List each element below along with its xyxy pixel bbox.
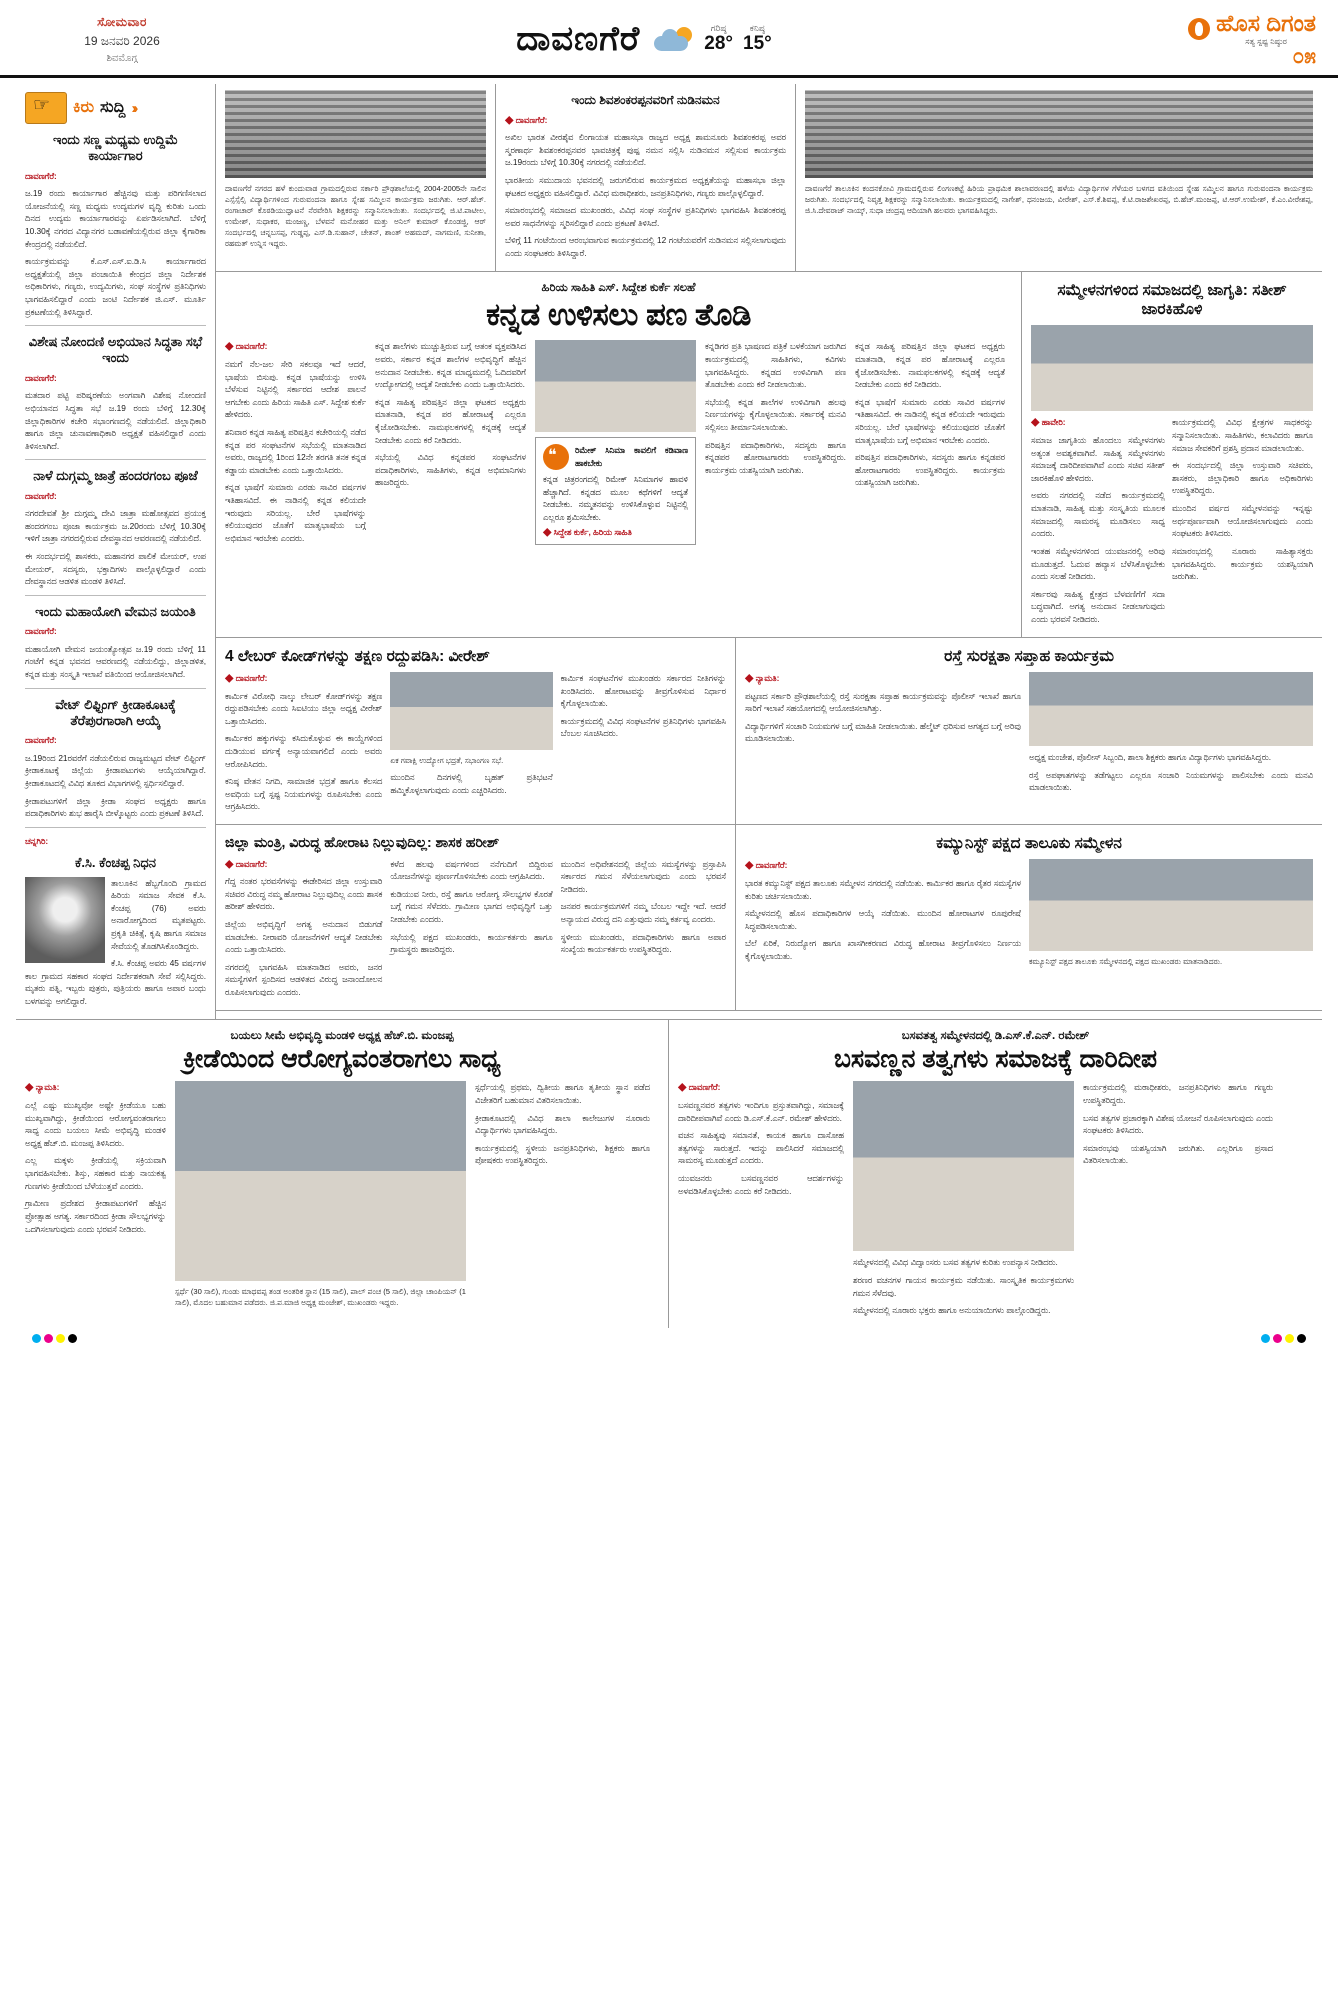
harish-col-3 xyxy=(561,858,726,1004)
lead-band xyxy=(216,272,1322,638)
right-story-body-2b: ಈ ಸಂದರ್ಭದಲ್ಲಿ ಜಿಲ್ಲಾ ಉಸ್ತುವಾರಿ ಸಚಿವರು, ಶಾಸಕರು, ಜಿಲ್ಲಾಧಿಕಾರಿ ಹಾಗೂ ಅಧಿಕಾರಿಗಳು ಉಪಸ್ಥಿತರಿದ್ದರು. xyxy=(1172,460,1313,496)
road-safety-col-1: ◆ ನ್ಯಾಮತಿ: ಪಟ್ಟಣದ ಸರ್ಕಾರಿ ಪ್ರೌಢಶಾಲೆಯಲ್ಲಿ ರಸ್ತೆ ಸುರಕ್ಷತಾ ಸಪ್ತಾಹ ಕಾರ್ಯಕ್ರಮವನ್ನು ಪೊಲೀಸ್ ಇಲಾಖೆ ಹಾಗೂ ಸಾರಿಗೆ ಇಲಾಖೆ ಸಹಯೋಗದಲ್ಲಿ ಆಯೋಜಿಸಲಾಗಿತ್ತು. ವಿದ್ಯಾರ್ಥಿಗಳಿಗೆ ಸಂಚಾರಿ ನಿಯಮಗಳ ಬಗ್ಗೆ ಮಾಹಿತಿ ನೀಡಲಾಯಿತು. ಹೆಲ್ಮೆಟ್ ಧರಿಸುವ ಅಗತ್ಯದ ಬಗ್ಗೆ ಅರಿವು ಮೂಡಿಸಲಾಯಿತು. xyxy=(745,672,1021,744)
lead-body-1c: ಕನ್ನಡ ಭಾಷೆಗೆ ಸುಮಾರು ಎರಡು ಸಾವಿರ ವರ್ಷಗಳ ಇತಿಹಾಸವಿದೆ. ಈ ನಾಡಿನಲ್ಲಿ ಕನ್ನಡ ಕಲಿಯದೇ ಇರುವುದು ಸರಿಯಲ್ಲ. ಬೇರೆ ಭಾಷೆಗಳನ್ನು ಕಲಿಯುವುದರ ಜೊತೆಗೆ ಮಾತೃಭಾಷೆಯ ಬಗ್ಗೆ ಅಭಿಮಾನ ಇರಬೇಕು ಎಂದರು. xyxy=(225,482,366,543)
harish-col-1: ◆ ದಾವಣಗೆರೆ: ಗೆದ್ದ ನಂತರ ಭರವಸೆಗಳನ್ನು ಈಡೇರಿಸದ ಜಿಲ್ಲಾ ಉಸ್ತುವಾರಿ ಸಚಿವರ ವಿರುದ್ಧ ನಮ್ಮ ಹೋರಾಟ ನಿಲ್ಲುವುದಿಲ್ಲ ಎಂದು ಶಾಸಕ ಹರೀಶ್ ಹೇಳಿದರು. ಜಿಲ್ಲೆಯ ಅಭಿವೃದ್ಧಿಗೆ ಅಗತ್ಯ ಅನುದಾನ ಬಿಡುಗಡೆ ಮಾಡಬೇಕು. ನೀರಾವರಿ ಯೋಜನೆಗಳಿಗೆ ಆದ್ಯತೆ ನೀಡಬೇಕು ಎಂದು ಒತ್ತಾಯಿಸಿದರು. ನಗರದಲ್ಲಿ ಭಾಗವಹಿಸಿ ಮಾತನಾಡಿದ ಅವರು, ಜನರ ಸಮಸ್ಯೆಗಳಿಗೆ ಸ್ಪಂದಿಸದ ಆಡಳಿತದ ವಿರುದ್ಧ ಜನಾಂದೋಲನ ರೂಪಿಸಲಾಗುವುದು ಎಂದರು. xyxy=(225,858,383,998)
bottom-left-dateline: ನ್ಯಾಮತಿ: xyxy=(35,1082,60,1093)
brand-tagline: ಸತ್ಯ ಸ್ಪಷ್ಟ ನಿಷ್ಠುರ xyxy=(1245,37,1287,46)
sun-cloud-icon xyxy=(654,27,694,53)
weather-max xyxy=(704,24,733,55)
labor-dateline: ದಾವಣಗೆರೆ: xyxy=(235,672,268,683)
bottom-right-photo-col xyxy=(853,1081,1083,1321)
brief-title: ವೇಟ್ ಲಿಫ್ಟಿಂಗ್ ಕ್ರೀಡಾಕೂಟಕ್ಕೆ ತೆರೆಪುರಗಾರಾಗಿ ಆಯ್ಕೆ xyxy=(55,696,176,728)
weather-min xyxy=(743,24,772,55)
bottom-left-col-2 xyxy=(475,1081,650,1313)
bottom-right-body-2c: ಸಮ್ಮೇಳನದಲ್ಲಿ ನೂರಾರು ಭಕ್ತರು ಹಾಗೂ ಅನುಯಾಯಿಗಳು ಪಾಲ್ಗೊಂಡಿದ್ದರು. xyxy=(853,1305,1051,1316)
communist-body-1b: ಸಮ್ಮೇಳನದಲ್ಲಿ ಹೊಸ ಪದಾಧಿಕಾರಿಗಳ ಆಯ್ಕೆ ನಡೆಯಿತು. ಮುಂದಿನ ಹೋರಾಟಗಳ ರೂಪುರೇಷೆ ಸಿದ್ಧಪಡಿಸಲಾಯಿತು. xyxy=(745,908,1021,931)
brief-body-2: ಕ್ರೀಡಾಪಟುಗಳಿಗೆ ಜಿಲ್ಲಾ ಕ್ರೀಡಾ ಸಂಘದ ಅಧ್ಯಕ್ಷರು ಹಾಗೂ ಪದಾಧಿಕಾರಿಗಳು ಶುಭ ಹಾರೈಸಿ ಬೀಳ್ಕೊಟ್ಟರು ಎಂದು ಪ್ರಕಟಣೆ ತಿಳಿಸಿದೆ. xyxy=(25,795,206,819)
brief-body: ಜ.19 ರಂದು ಕಾರ್ಯಾಗಾರ ಹೆಚ್ಚಿನವು ಮತ್ತು ಪರಿಗಣಿಸಲಾದ ಯೋಜನೆಯಲ್ಲಿ ಸಣ್ಣ ಮಧ್ಯಮ ಉದ್ಯಮಗಳ ವೃದ್ಧಿ ಕುರಿತು ಒಂದು ದಿನದ ಉದ್ಯಮ ಕಾರ್ಯಾಗಾರವನ್ನು ಏರ್ಪಡಿಸಲಾಗಿದೆ. ಬೆಳಿಗ್ಗೆ 10.30ಕ್ಕೆ ನಗರದ ವಿದ್ಯಾನಗರ ಬಡಾವಣೆಯಲ್ಲಿರುವ ಜಿಲ್ಲಾ ಕೈಗಾರಿಕಾ ಕೇಂದ್ರದಲ್ಲಿ ನಡೆಯಲಿದೆ. xyxy=(25,188,206,249)
masthead-brand xyxy=(1066,10,1316,69)
lead-kicker: ಹಿರಿಯ ಸಾಹಿತಿ ಎಸ್. ಸಿದ್ದೇಶ ಕುರ್ಕೆ ಸಲಹೆ xyxy=(541,281,696,294)
lead-dateline: ದಾವಣಗೆರೆ: xyxy=(235,341,268,352)
bottom-band xyxy=(16,1020,1322,1328)
masthead-day: ಸೋಮವಾರ xyxy=(97,15,147,29)
brief-body-2: ಕಾರ್ಯಕ್ರಮವನ್ನು ಕೆ.ಎಸ್.ಎಸ್.ಐ.ಡಿ.ಸಿ ಕಾರ್ಯಾಗಾರದ ಅಧ್ಯಕ್ಷತೆಯಲ್ಲಿ ಜಿಲ್ಲಾ ಪಂಚಾಯಿತಿ ಕೇಂದ್ರದ ಜಿಲ್ಲಾ ನಿರ್ದೇಶಕ ಅಧಿಕಾರಿಗಳು, ಗಣ್ಯರು, ಉದ್ಯಮಿಗಳು, ಸಂಘ ಸಂಸ್ಥೆಗಳ ಪ್ರತಿನಿಧಿಗಳು ಭಾಗವಹಿಸಲಿದ್ದಾರೆ ಎಂದು ಜಂಟಿ ನಿರ್ದೇಶಕ ಜಿ.ಎಸ್. ಮೂರ್ತಿ ಪ್ರಕಟಣೆಯಲ್ಲಿ ತಿಳಿಸಿದ್ದಾರೆ. xyxy=(25,256,206,317)
bottom-right-body-3c: ಸಮಾರಂಭವು ಯಶಸ್ವಿಯಾಗಿ ಜರುಗಿತು. ಎಲ್ಲರಿಗೂ ಪ್ರಸಾದ ವಿತರಿಸಲಾಯಿತು. xyxy=(1083,1142,1273,1166)
story-dateline: ದಾವಣಗೆರೆ: xyxy=(515,114,548,125)
harish-body-1: ಗೆದ್ದ ನಂತರ ಭರವಸೆಗಳನ್ನು ಈಡೇರಿಸದ ಜಿಲ್ಲಾ ಉಸ್ತುವಾರಿ ಸಚಿವರ ವಿರುದ್ಧ ನಮ್ಮ ಹೋರಾಟ ನಿಲ್ಲುವುದಿಲ್ಲ ಎಂದು ಶಾಸಕ ಹರೀಶ್ ಹೇಳಿದರು. xyxy=(225,876,383,912)
award-ceremony-photo xyxy=(1031,325,1313,411)
harish-body-3: ಮುಂದಿನ ಅಧಿವೇಶನದಲ್ಲಿ ಜಿಲ್ಲೆಯ ಸಮಸ್ಯೆಗಳನ್ನು ಪ್ರಸ್ತಾಪಿಸಿ ಸರ್ಕಾರದ ಗಮನ ಸೆಳೆಯಲಾಗುವುದು ಎಂದು ಭರವಸೆ ನೀಡಿದರು. xyxy=(560,858,726,894)
masthead-center xyxy=(222,20,1066,59)
badge-label-a: ಕಿರು xyxy=(73,99,95,116)
brief-body: ನಗರದೇವತೆ ಶ್ರೀ ದುಗ್ಗಮ್ಮ ದೇವಿ ಜಾತ್ರಾ ಮಹೋತ್ಸವದ ಪ್ರಯುಕ್ತ ಹಂದರಗಂಬ ಪೂಜಾ ಕಾರ್ಯಕ್ರಮ ಜ.20ರಂದು ಬೆಳಿಗ್ಗೆ 10.30ಕ್ಕೆ ಇಳಿಗೆ ಜಾತ್ರಾ ನಗರದಲ್ಲಿರುವ ದೇವಸ್ಥಾನದ ಆವರಣದಲ್ಲಿ ನಡೆಯಲಿದೆ. xyxy=(25,508,206,544)
flame-logo-icon xyxy=(1188,18,1210,40)
bottom-left-kicker: ಬಯಲು ಸೀಮೆ ಅಭಿವೃದ್ಧಿ ಮಂಡಳಿ ಅಧ್ಯಕ್ಷ ಹೆಚ್.ಬಿ. ಮಂಜಪ್ಪ xyxy=(230,1029,454,1042)
communist-body-1c: ಬೆಲೆ ಏರಿಕೆ, ನಿರುದ್ಯೋಗ ಹಾಗೂ ಖಾಸಗೀಕರಣದ ವಿರುದ್ಧ ಹೋರಾಟ ತೀವ್ರಗೊಳಿಸಲು ನಿರ್ಣಯ ಕೈಗೊಳ್ಳಲಾಯಿತು. xyxy=(745,938,1021,962)
lead-body-3b: ಸಭೆಯಲ್ಲಿ ಕನ್ನಡ ಶಾಲೆಗಳ ಉಳಿವಿಗಾಗಿ ಹಲವು ನಿರ್ಣಯಗಳನ್ನು ಕೈಗೊಳ್ಳಲಾಯಿತು. ಸರ್ಕಾರಕ್ಕೆ ಮನವಿ ಸಲ್ಲಿಸಲು ತೀರ್ಮಾನಿಸಲಾಯಿತು. xyxy=(705,396,846,432)
school-group-photo xyxy=(225,90,486,178)
divider xyxy=(25,827,206,828)
lead-col-1: ◆ ದಾವಣಗೆರೆ: ನಮಗೆ ನೆಲ-ಜಲ ಸೇರಿ ಸಕಲವೂ ಇದೆ ಆದರೆ, ಭಾಷೆಯ ಬಿಸುಪು. ಕನ್ನಡ ಭಾಷೆಯನ್ನು ಉಳಿಸಿ ಬೆಳೆಸುವ ನಿಟ್ಟಿನಲ್ಲಿ ಸರ್ಕಾರದ ಆದೇಶ ಪಾಲನೆ ಆಗಬೇಕು ಎಂದು ಹಿರಿಯ ಸಾಹಿತಿ ಎಸ್. ಸಿದ್ದೇಶ ಕುರ್ಕೆ ಹೇಳಿದರು. ಶನಿವಾರ ಕನ್ನಡ ಸಾಹಿತ್ಯ ಪರಿಷತ್ತಿನ ಕಚೇರಿಯಲ್ಲಿ ನಡೆದ ಕನ್ನಡ ಪರ ಸಂಘಟನೆಗಳ ಸಭೆಯಲ್ಲಿ ಮಾತನಾಡಿದ ಅವರು, ರಾಜ್ಯದಲ್ಲಿ 1ರಿಂದ 12ನೇ ತರಗತಿ ತನಕ ಕನ್ನಡ ಕಡ್ಡಾಯ ಮಾಡಬೇಕು ಎಂದು ಒತ್ತಾಯಿಸಿದರು. ಕನ್ನಡ ಭಾಷೆಗೆ ಸುಮಾರು ಎರಡು ಸಾವಿರ ವರ್ಷಗಳ ಇತಿಹಾಸವಿದೆ. ಈ ನಾಡಿನಲ್ಲಿ ಕನ್ನಡ ಕಲಿಯದೇ ಇರುವುದು ಸರಿಯಲ್ಲ. ಬೇರೆ ಭಾಷೆಗಳನ್ನು ಕಲಿಯುವುದರ ಜೊತೆಗೆ ಮಾತೃಭಾಷೆಯ ಬಗ್ಗೆ ಅಭಿಮಾನ ಇರಬೇಕು ಎಂದರು. xyxy=(225,341,366,543)
right-story-body-2c: ಮುಂದಿನ ವರ್ಷದ ಸಮ್ಮೇಳನವನ್ನು ಇನ್ನಷ್ಟು ಅರ್ಥಪೂರ್ಣವಾಗಿ ಆಯೋಜಿಸಲಾಗುವುದು ಎಂದು ಸಂಘಟಕರು ತಿಳಿಸಿದರು. xyxy=(1172,503,1313,539)
harish-body-3b: ಜನಪರ ಕಾರ್ಯಕ್ರಮಗಳಿಗೆ ನಮ್ಮ ಬೆಂಬಲ ಇದ್ದೇ ಇದೆ. ಆದರೆ ಅನ್ಯಾಯದ ವಿರುದ್ಧ ದನಿ ಎತ್ತುವುದು ನಮ್ಮ ಕರ್ತವ್ಯ ಎಂದರು. xyxy=(560,901,726,924)
bottom-left-body-1b: ಎಲ್ಲ ಮಕ್ಕಳು ಕ್ರೀಡೆಯಲ್ಲಿ ಸಕ್ರಿಯವಾಗಿ ಭಾಗವಹಿಸಬೇಕು. ಶಿಸ್ತು, ಸಹಕಾರ ಮತ್ತು ನಾಯಕತ್ವ ಗುಣಗಳು ಕ್ರೀಡೆಯಿಂದ ಬೆಳೆಯುತ್ತವೆ ಎಂದರು. xyxy=(25,1155,166,1191)
lead-body-4: ಕನ್ನಡ ಸಾಹಿತ್ಯ ಪರಿಷತ್ತಿನ ಜಿಲ್ಲಾ ಘಟಕದ ಅಧ್ಯಕ್ಷರು ಮಾತನಾಡಿ, ಕನ್ನಡ ಪರ ಹೋರಾಟಕ್ಕೆ ಎಲ್ಲರೂ ಕೈಜೋಡಿಸಬೇಕು. ನಾಮಫಲಕಗಳಲ್ಲಿ ಕನ್ನಡಕ್ಕೆ ಆದ್ಯತೆ ನೀಡಬೇಕು ಎಂದು ಕರೆ ನೀಡಿದರು. xyxy=(855,341,1005,390)
brief-dateline: ದಾವಣಗೆರೆ: xyxy=(25,372,57,383)
labor-headline: 4 ಲೇಬರ್ ಕೋಡ್‌ಗಳನ್ನು ತಕ್ಷಣ ರದ್ದುಪಡಿಸಿ: ವೀರೇಶ್ xyxy=(225,647,490,665)
bottom-right-story xyxy=(669,1020,1322,1328)
brief-body: ಮಹಾಯೋಗಿ ವೇಮನ ಜಯಂತ್ಯೋತ್ಸವ ಜ.19 ರಂದು ಬೆಳಿಗ್ಗೆ 11 ಗಂಟೆಗೆ ಕನ್ನಡ ಭವನದ ಆವರಣದಲ್ಲಿ ನಡೆಯಲಿದ್ದು, ಜಿಲ್ಲಾಡಳಿತ, ಕನ್ನಡ ಮತ್ತು ಸಂಸ್ಕೃತಿ ಇಲಾಖೆ ವತಿಯಿಂದ ಆಯೋಜಿಸಲಾಗಿದೆ. xyxy=(25,643,206,679)
story-body: ಅಖಿಲ ಭಾರತ ವೀರಶೈವ ಲಿಂಗಾಯತ ಮಹಾಸಭಾ ರಾಜ್ಯದ ಅಧ್ಯಕ್ಷ ಶಾಮನೂರು ಶಿವಶಂಕರಪ್ಪ ಅವರ ಸ್ಮರಣಾರ್ಥ ಶಿವಶಂಕರಪ್ಪನವರ ಭಾವಚಿತ್ರಕ್ಕೆ ಪುಷ್ಪ ನಮನ ಸಲ್ಲಿಸಿ ನುಡಿನಮನ ಸಲ್ಲಿಸುವ ಕಾರ್ಯಕ್ರಮ ಜ.19ರಂದು ಬೆಳಿಗ್ಗೆ 10.30ಕ್ಕೆ ನಗರದಲ್ಲಿ ನಡೆಯಲಿದೆ. xyxy=(505,132,786,168)
communist-col-1: ◆ ದಾವಣಗೆರೆ: ಭಾರತ ಕಮ್ಯುನಿಸ್ಟ್ ಪಕ್ಷದ ತಾಲೂಕು ಸಮ್ಮೇಳನ ನಗರದಲ್ಲಿ ನಡೆಯಿತು. ಕಾರ್ಮಿಕರ ಹಾಗೂ ರೈತರ ಸಮಸ್ಯೆಗಳ ಕುರಿತು ಚರ್ಚಿಸಲಾಯಿತು. ಸಮ್ಮೇಳನದಲ್ಲಿ ಹೊಸ ಪದಾಧಿಕಾರಿಗಳ ಆಯ್ಕೆ ನಡೆಯಿತು. ಮುಂದಿನ ಹೋರಾಟಗಳ ರೂಪುರೇಷೆ ಸಿದ್ಧಪಡಿಸಲಾಯಿತು. ಬೆಲೆ ಏರಿಕೆ, ನಿರುದ್ಯೋಗ ಹಾಗೂ ಖಾಸಗೀಕರಣದ ವಿರುದ್ಧ ಹೋರಾಟ ತೀವ್ರಗೊಳಿಸಲು ನಿರ್ಣಯ ಕೈಗೊಳ್ಳಲಾಯಿತು. xyxy=(745,860,1021,962)
brief-dateline: ದಾವಣಗೆರೆ: xyxy=(25,170,57,181)
harish-body-1c: ನಗರದಲ್ಲಿ ಭಾಗವಹಿಸಿ ಮಾತನಾಡಿದ ಅವರು, ಜನರ ಸಮಸ್ಯೆಗಳಿಗೆ ಸ್ಪಂದಿಸದ ಆಡಳಿತದ ವಿರುದ್ಧ ಜನಾಂದೋಲನ ರೂಪಿಸಲಾಗುವುದು ಎಂದರು. xyxy=(225,961,383,998)
lead-body-3: ಕನ್ನಡಿಗರ ಪ್ರತಿ ಭಾಷಣದ ಪತ್ರಿಕೆ ಬಳಕೆಯಾಗ ಜರುಗಿದ ಕಾರ್ಯಕ್ರಮದಲ್ಲಿ ಸಾಹಿತಿಗಳು, ಕವಿಗಳು ಭಾಗವಹಿಸಿದ್ದರು. ಕನ್ನಡದ ಉಳಿವಿಗಾಗಿ ಪಣ ತೊಡಬೇಕು ಎಂದು ಕರೆ ನೀಡಲಾಯಿತು. xyxy=(705,341,846,390)
obituary-portrait xyxy=(25,877,105,963)
top-photo-story-3 xyxy=(796,84,1322,271)
bottom-left-headline: ಕ್ರೀಡೆಯಿಂದ ಆರೋಗ್ಯವಂತರಾಗಲು ಸಾಧ್ಯ xyxy=(183,1044,501,1073)
right-story-body-1d: ಸರ್ಕಾರವು ಸಾಹಿತ್ಯ ಕ್ಷೇತ್ರದ ಬೆಳವಣಿಗೆಗೆ ಸದಾ ಬದ್ಧವಾಗಿದೆ. ಅಗತ್ಯ ಅನುದಾನ ನೀಡಲಾಗುವುದು ಎಂದು ಭರವಸೆ ನೀಡಿದರು. xyxy=(1031,588,1165,624)
harish-body-3c: ಸ್ಥಳೀಯ ಮುಖಂಡರು, ಪದಾಧಿಕಾರಿಗಳು ಹಾಗೂ ಅಪಾರ ಸಂಖ್ಯೆಯ ಕಾರ್ಯಕರ್ತರು ಉಪಸ್ಥಿತರಿದ್ದರು. xyxy=(560,931,726,955)
quote-body: ಕನ್ನಡ ಚಿತ್ರರಂಗದಲ್ಲಿ ರಿಮೇಕ್ ಸಿನಿಮಾಗಳ ಹಾವಳಿ ಹೆಚ್ಚಾಗಿದೆ. ಕನ್ನಡದ ಮೂಲ ಕಥೆಗಳಿಗೆ ಆದ್ಯತೆ ನೀಡಬೇಕು. ನಮ್ಮತನವನ್ನು ಉಳಿಸಿಕೊಳ್ಳುವ ನಿಟ್ಟಿನಲ್ಲಿ ಎಲ್ಲರೂ ಶ್ರಮಿಸಬೇಕು. xyxy=(543,474,688,522)
weather-min-value: 15° xyxy=(743,33,772,54)
road-safety-photo xyxy=(1029,672,1313,746)
labor-col-photo xyxy=(390,672,560,818)
harish-body-2: ಕಳೆದ ಹಲವು ವರ್ಷಗಳಿಂದ ನನೆಗುದಿಗೆ ಬಿದ್ದಿರುವ ಯೋಜನೆಗಳನ್ನು ಪೂರ್ಣಗೊಳಿಸಬೇಕು ಎಂದು ಆಗ್ರಹಿಸಿದರು. xyxy=(390,858,553,882)
right-story-body-1c: ಇಂತಹ ಸಮ್ಮೇಳನಗಳಿಂದ ಯುವಜನರಲ್ಲಿ ಅರಿವು ಮೂಡುತ್ತದೆ. ಓದುವ ಹವ್ಯಾಸ ಬೆಳೆಸಿಕೊಳ್ಳಬೇಕು ಎಂದು ಸಲಹೆ ನೀಡಿದರು. xyxy=(1031,545,1165,582)
story-body-4: ಬೆಳಿಗ್ಗೆ 11 ಗಂಟೆಯಿಂದ ಆರಂಭವಾಗುವ ಕಾರ್ಯಕ್ರಮದಲ್ಲಿ 12 ಗಂಟೆಯವರೆಗೆ ನುಡಿನಮನ ಸಲ್ಲಿಸಲಾಗುವುದು ಎಂದು ಸಂಘಟಕರು ತಿಳಿಸಿದ್ದಾರೆ. xyxy=(505,235,786,259)
weather-widget xyxy=(654,24,771,55)
quote-author: ಸಿದ್ದೇಶ ಕುರ್ಕೆ, ಹಿರಿಯ ಸಾಹಿತಿ xyxy=(553,526,632,537)
brief-title: ನಾಳೆ ದುಗ್ಗಮ್ಮ ಜಾತ್ರೆ ಹಂದರಗಂಬ ಪೂಜೆ xyxy=(33,468,198,484)
communist-meet-photo xyxy=(1029,859,1313,951)
brief-item xyxy=(25,604,206,681)
lead-body-2: ಕನ್ನಡ ಶಾಲೆಗಳು ಮುಚ್ಚುತ್ತಿರುವ ಬಗ್ಗೆ ಆತಂಕ ವ್ಯಕ್ತಪಡಿಸಿದ ಅವರು, ಸರ್ಕಾರ ಕನ್ನಡ ಶಾಲೆಗಳ ಅಭಿವೃದ್ಧಿಗೆ ಹೆಚ್ಚಿನ ಅನುದಾನ ನೀಡಬೇಕು. ಕನ್ನಡ ಮಾಧ್ಯಮದಲ್ಲಿ ಓದಿದವರಿಗೆ ಉದ್ಯೋಗದಲ್ಲಿ ಆದ್ಯತೆ ನೀಡಬೇಕು ಎಂದು ಒತ್ತಾಯಿಸಿದರು. xyxy=(375,341,526,390)
labor-col-2 xyxy=(561,672,726,818)
pointing-hand-icon xyxy=(25,92,67,124)
divider xyxy=(25,459,206,460)
briefs-column xyxy=(16,84,216,1019)
bottom-right-body-1b: ವಚನ ಸಾಹಿತ್ಯವು ಸಮಾನತೆ, ಕಾಯಕ ಹಾಗೂ ದಾಸೋಹ ತತ್ವಗಳನ್ನು ಸಾರುತ್ತದೆ. ಇದನ್ನು ಪಾಲಿಸಿದರೆ ಸಮಾಜದಲ್ಲಿ ಸಾಮರಸ್ಯ ಮೂಡುತ್ತದೆ ಎಂದರು. xyxy=(678,1130,844,1166)
right-story-headline: ಸಮ್ಮೇಳನಗಳಿಂದ ಸಮಾಜದಲ್ಲಿ ಜಾಗೃತಿ: ಸತೀಶ್ ಜಾರಕಿಹೊಳಿ xyxy=(1057,281,1287,319)
right-story-col-2 xyxy=(1172,416,1313,630)
bottom-right-body-3: ಕಾರ್ಯಕ್ರಮದಲ್ಲಿ ಮಠಾಧೀಶರು, ಜನಪ್ರತಿನಿಧಿಗಳು ಹಾಗೂ ಗಣ್ಯರು ಉಪಸ್ಥಿತರಿದ್ದರು. xyxy=(1083,1082,1273,1106)
brief-dateline: ದಾವಣಗೆರೆ: xyxy=(25,626,57,637)
lead-body-1b: ಶನಿವಾರ ಕನ್ನಡ ಸಾಹಿತ್ಯ ಪರಿಷತ್ತಿನ ಕಚೇರಿಯಲ್ಲಿ ನಡೆದ ಕನ್ನಡ ಪರ ಸಂಘಟನೆಗಳ ಸಭೆಯಲ್ಲಿ ಮಾತನಾಡಿದ ಅವರು, ರಾಜ್ಯದಲ್ಲಿ 1ರಿಂದ 12ನೇ ತರಗತಿ ತನಕ ಕನ್ನಡ ಕಡ್ಡಾಯ ಮಾಡಬೇಕು ಎಂದು ಒತ್ತಾಯಿಸಿದರು. xyxy=(225,426,366,475)
road-safety-dateline: ನ್ಯಾಮತಿ: xyxy=(755,672,780,683)
harish-body-1b: ಜಿಲ್ಲೆಯ ಅಭಿವೃದ್ಧಿಗೆ ಅಗತ್ಯ ಅನುದಾನ ಬಿಡುಗಡೆ ಮಾಡಬೇಕು. ನೀರಾವರಿ ಯೋಜನೆಗಳಿಗೆ ಆದ್ಯತೆ ನೀಡಬೇಕು ಎಂದು ಒತ್ತಾಯಿಸಿದರು. xyxy=(225,918,383,955)
lead-col-4 xyxy=(705,340,855,550)
top-right-region xyxy=(216,84,1322,1019)
communist-dateline: ದಾವಣಗೆರೆ: xyxy=(755,860,788,871)
kirusuddi-badge xyxy=(25,92,206,124)
obituary-dateline: ಚನ್ನಗಿರಿ: xyxy=(25,835,49,846)
right-story xyxy=(1022,272,1322,637)
weather-min-label: ಕನಿಷ್ಠ xyxy=(749,23,765,34)
top-story-2: ಇಂದು ಶಿವಶಂಕರಪ್ಪನವರಿಗೆ ನುಡಿನಮನ ◆ ದಾವಣಗೆರೆ: ಅಖಿಲ ಭಾರತ ವೀರಶೈವ ಲಿಂಗಾಯತ ಮಹಾಸಭಾ ರಾಜ್ಯದ ಅಧ್ಯಕ್ಷ ಶಾಮನೂರು ಶಿವಶಂಕರಪ್ಪ ಅವರ ಸ್ಮರಣಾರ್ಥ ಶಿವಶಂಕರಪ್ಪನವರ ಭಾವಚಿತ್ರಕ್ಕೆ ಪುಷ್ಪ ನಮನ ಸಲ್ಲಿಸಿ ನುಡಿನಮನ ಸಲ್ಲಿಸುವ ಕಾರ್ಯಕ್ರಮ ಜ.19ರಂದು ಬೆಳಿಗ್ಗೆ 10.30ಕ್ಕೆ ನಗರದಲ್ಲಿ ನಡೆಯಲಿದೆ. ಭಾರತೀಯ ಸಮುದಾಯ ಭವನದಲ್ಲಿ ಜರುಗಲಿರುವ ಕಾರ್ಯಕ್ರಮದ ಅಧ್ಯಕ್ಷತೆಯನ್ನು ಮಹಾಸಭಾ ಜಿಲ್ಲಾ ಘಟಕದ ಅಧ್ಯಕ್ಷರು ವಹಿಸಲಿದ್ದಾರೆ. ವಿವಿಧ ಮಠಾಧೀಶರು, ಜನಪ್ರತಿನಿಧಿಗಳು, ಗಣ್ಯರು ಪಾಲ್ಗೊಳ್ಳಲಿದ್ದಾರೆ. ಸಮಾರಂಭದಲ್ಲಿ ಸಮಾಜದ ಮುಖಂಡರು, ವಿವಿಧ ಸಂಘ ಸಂಸ್ಥೆಗಳ ಪ್ರತಿನಿಧಿಗಳು ಭಾಗವಹಿಸಿ ಶಿವಶಂಕರಪ್ಪ ಅವರ ಸಾಧನೆಗಳನ್ನು ಸ್ಮರಿಸಲಿದ್ದಾರೆ ಎಂದು ಪ್ರಕಟಣೆ ತಿಳಿಸಿದೆ. ಬೆಳಿಗ್ಗೆ 11 ಗಂಟೆಯಿಂದ ಆರಂಭವಾಗುವ ಕಾರ್ಯಕ್ರಮದಲ್ಲಿ 12 ಗಂಟೆಯವರೆಗೆ ನುಡಿನಮನ ಸಲ್ಲಿಸಲಾಗುವುದು ಎಂದು ಸಂಘಟಕರು ತಿಳಿಸಿದ್ದಾರೆ. xyxy=(496,84,796,271)
mid-story-harish xyxy=(216,825,736,1010)
bottom-left-body-2c: ಕಾರ್ಯಕ್ರಮದಲ್ಲಿ ಸ್ಥಳೀಯ ಜನಪ್ರತಿನಿಧಿಗಳು, ಶಿಕ್ಷಕರು ಹಾಗೂ ಪೋಷಕರು ಉಪಸ್ಥಿತರಿದ್ದರು. xyxy=(475,1142,650,1166)
labor-body-2c: ಮುಂದಿನ ದಿನಗಳಲ್ಲಿ ಬೃಹತ್ ಪ್ರತಿಭಟನೆ ಹಮ್ಮಿಕೊಳ್ಳಲಾಗುವುದು ಎಂದು ಎಚ್ಚರಿಸಿದರು. xyxy=(390,771,553,795)
pull-quote xyxy=(535,437,696,545)
registration-marks xyxy=(16,1328,1322,1353)
labor-body-1b: ಕಾರ್ಮಿಕರ ಹಕ್ಕುಗಳನ್ನು ಕಸಿದುಕೊಳ್ಳುವ ಈ ಕಾಯ್ದೆಗಳಿಂದ ದುಡಿಯುವ ವರ್ಗಕ್ಕೆ ಅನ್ಯಾಯವಾಗಲಿದೆ ಎಂದು ಅವರು ಆರೋಪಿಸಿದರು. xyxy=(225,733,383,769)
lead-col-2 xyxy=(375,340,535,550)
harish-body-2b: ಕುಡಿಯುವ ನೀರು, ರಸ್ತೆ ಹಾಗೂ ಆರೋಗ್ಯ ಸೌಲಭ್ಯಗಳ ಕೊರತೆ ಬಗ್ಗೆ ಗಮನ ಸೆಳೆದರು. ಗ್ರಾಮೀಣ ಭಾಗದ ಅಭಿವೃದ್ಧಿಗೆ ಒತ್ತು ನೀಡಬೇಕು ಎಂದರು. xyxy=(390,888,553,924)
labor-col-1: ◆ ದಾವಣಗೆರೆ: ಕಾರ್ಮಿಕ ವಿರೋಧಿ ನಾಲ್ಕು ಲೇಬರ್ ಕೋಡ್‌ಗಳನ್ನು ತಕ್ಷಣ ರದ್ದುಪಡಿಸಬೇಕು ಎಂದು ಸಿಐಟಿಯು ಜಿಲ್ಲಾ ಅಧ್ಯಕ್ಷ ವೀರೇಶ್ ಒತ್ತಾಯಿಸಿದರು. ಕಾರ್ಮಿಕರ ಹಕ್ಕುಗಳನ್ನು ಕಸಿದುಕೊಳ್ಳುವ ಈ ಕಾಯ್ದೆಗಳಿಂದ ದುಡಿಯುವ ವರ್ಗಕ್ಕೆ ಅನ್ಯಾಯವಾಗಲಿದೆ ಎಂದು ಅವರು ಆರೋಪಿಸಿದರು. ಕನಿಷ್ಠ ವೇತನ ನಿಗದಿ, ಸಾಮಾಜಿಕ ಭದ್ರತೆ ಹಾಗೂ ಕೆಲಸದ ಅವಧಿಯ ಬಗ್ಗೆ ಸ್ಪಷ್ಟ ನಿಯಮಗಳನ್ನು ರೂಪಿಸಬೇಕು ಎಂದು ಆಗ್ರಹಿಸಿದರು. xyxy=(225,672,383,812)
road-safety-headline: ರಸ್ತೆ ಸುರಕ್ಷತಾ ಸಪ್ತಾಹ ಕಾರ್ಯಕ್ರಮ xyxy=(944,647,1114,665)
masthead-date-block xyxy=(22,13,222,66)
brief-body: ಮತದಾರ ಪಟ್ಟಿ ಪರಿಷ್ಕರಣೆಯ ಅಂಗವಾಗಿ ವಿಶೇಷ ನೋಂದಣಿ ಅಭಿಯಾನದ ಸಿದ್ಧತಾ ಸಭೆ ಜ.19 ರಂದು ಬೆಳಿಗ್ಗೆ 12.30ಕ್ಕೆ ಜಿಲ್ಲಾಧಿಕಾರಿಗಳ ಕಚೇರಿ ಸಭಾಂಗಣದಲ್ಲಿ ನಡೆಯಲಿದೆ. ಜಿಲ್ಲಾಧಿಕಾರಿ ಹಾಗೂ ಜಿಲ್ಲಾ ಚುನಾವಣಾಧಿಕಾರಿ ಅಧ್ಯಕ್ಷತೆ ವಹಿಸಲಿದ್ದಾರೆ ಎಂದು ತಿಳಿಸಲಾಗಿದೆ. xyxy=(25,390,206,451)
brief-item xyxy=(25,334,206,452)
press-meet-photo xyxy=(390,672,552,750)
brief-item xyxy=(25,697,206,820)
divider xyxy=(25,325,206,326)
mid-band-2 xyxy=(216,825,1322,1011)
bottom-right-col-3 xyxy=(1083,1081,1273,1321)
right-story-col-1: ◆ ಹಾವೇರಿ: ಸಮಾಜ ಜಾಗೃತಿಯ ಹೊಂದಲು ಸಮ್ಮೇಳನಗಳು ಅತ್ಯಂತ ಅವಶ್ಯಕವಾಗಿವೆ. ಸಾಹಿತ್ಯ ಸಮ್ಮೇಳನಗಳು ಸಮಾಜಕ್ಕೆ ದಾರಿದೀಪವಾಗಿವೆ ಎಂದು ಸಚಿವ ಸತೀಶ್ ಜಾರಕಿಹೊಳಿ ಹೇಳಿದರು. ಅವರು ನಗರದಲ್ಲಿ ನಡೆದ ಕಾರ್ಯಕ್ರಮದಲ್ಲಿ ಮಾತನಾಡಿ, ಸಾಹಿತ್ಯ ಮತ್ತು ಸಂಸ್ಕೃತಿಯ ಮೂಲಕ ಸಮಾಜದಲ್ಲಿ ಸಾಮರಸ್ಯ ಮೂಡಿಸಲು ಸಾಧ್ಯ ಎಂದರು. ಇಂತಹ ಸಮ್ಮೇಳನಗಳಿಂದ ಯುವಜನರಲ್ಲಿ ಅರಿವು ಮೂಡುತ್ತದೆ. ಓದುವ ಹವ್ಯಾಸ ಬೆಳೆಸಿಕೊಳ್ಳಬೇಕು ಎಂದು ಸಲಹೆ ನೀಡಿದರು. ಸರ್ಕಾರವು ಸಾಹಿತ್ಯ ಕ್ಷೇತ್ರದ ಬೆಳವಣಿಗೆಗೆ ಸದಾ ಬದ್ಧವಾಗಿದೆ. ಅಗತ್ಯ ಅನುದಾನ ನೀಡಲಾಗುವುದು ಎಂದು ಭರವಸೆ ನೀಡಿದರು. xyxy=(1031,417,1165,624)
harish-body-2c: ಸಭೆಯಲ್ಲಿ ಪಕ್ಷದ ಮುಖಂಡರು, ಕಾರ್ಯಕರ್ತರು ಹಾಗೂ ಗ್ರಾಮಸ್ಥರು ಹಾಜರಿದ್ದರು. xyxy=(390,931,553,955)
lead-story xyxy=(216,272,1022,637)
brief-title: ಇಂದು ಮಹಾಯೋಗಿ ವೇಮನ ಜಯಂತಿ xyxy=(35,603,196,619)
story-headline: ಇಂದು ಶಿವಶಂಕರಪ್ಪನವರಿಗೆ ನುಡಿನಮನ xyxy=(571,93,720,107)
brief-item xyxy=(25,132,206,318)
right-story-dateline: ಹಾವೇರಿ: xyxy=(1041,417,1066,428)
labor-body-1c: ಕನಿಷ್ಠ ವೇತನ ನಿಗದಿ, ಸಾಮಾಜಿಕ ಭದ್ರತೆ ಹಾಗೂ ಕೆಲಸದ ಅವಧಿಯ ಬಗ್ಗೆ ಸ್ಪಷ್ಟ ನಿಯಮಗಳನ್ನು ರೂಪಿಸಬೇಕು ಎಂದು ಆಗ್ರಹಿಸಿದರು. xyxy=(225,776,383,812)
divider xyxy=(25,595,206,596)
lamp-lighting-photo xyxy=(175,1081,466,1281)
communist-photo-caption: ಕಮ್ಯೂನಿಸ್ಟ್ ಪಕ್ಷದ ತಾಲೂಕು ಸಮ್ಮೇಳನದಲ್ಲಿ ಪಕ್ಷದ ಮುಖಂಡರು ಮಾತನಾಡಿದರು. xyxy=(1029,957,1223,967)
masthead xyxy=(0,0,1338,78)
obituary-body-2: ಕೆ.ಸಿ. ಕೆಂಚಪ್ಪ ಅವರು 45 ವರ್ಷಗಳ ಕಾಲ ಗ್ರಾಮದ ಸಹಕಾರ ಸಂಘದ ನಿರ್ದೇಶಕರಾಗಿ ಸೇವೆ ಸಲ್ಲಿಸಿದ್ದರು. ಮೃತರು ಪತ್ನಿ, ಇಬ್ಬರು ಪುತ್ರರು, ಪುತ್ರಿಯರು ಹಾಗೂ ಅಪಾರ ಬಂಧು ಬಳಗವನ್ನು ಅಗಲಿದ್ದಾರೆ. xyxy=(25,958,206,1007)
bottom-left-col-1: ◆ ನ್ಯಾಮತಿ: ಎಲ್ಲೆ ಎಷ್ಟು ಮುಖ್ಯವೋ ಅಷ್ಟೇ ಕ್ರೀಡೆಯೂ ಬಹು ಮುಖ್ಯವಾಗಿದ್ದು, ಕ್ರೀಡೆಯಿಂದ ಆರೋಗ್ಯವಂತರಾಗಲು ಸಾಧ್ಯ ಎಂದು ಬಯಲು ಸೀಮೆ ಅಭಿವೃದ್ಧಿ ಮಂಡಳಿ ಅಧ್ಯಕ್ಷ ಹೆಚ್.ಬಿ. ಮಂಜಪ್ಪ ತಿಳಿಸಿದರು. ಎಲ್ಲ ಮಕ್ಕಳು ಕ್ರೀಡೆಯಲ್ಲಿ ಸಕ್ರಿಯವಾಗಿ ಭಾಗವಹಿಸಬೇಕು. ಶಿಸ್ತು, ಸಹಕಾರ ಮತ್ತು ನಾಯಕತ್ವ ಗುಣಗಳು ಕ್ರೀಡೆಯಿಂದ ಬೆಳೆಯುತ್ತವೆ ಎಂದರು. ಗ್ರಾಮೀಣ ಪ್ರದೇಶದ ಕ್ರೀಡಾಪಟುಗಳಿಗೆ ಹೆಚ್ಚಿನ ಪ್ರೋತ್ಸಾಹ ಅಗತ್ಯ. ಸರ್ಕಾರದಿಂದ ಕ್ರೀಡಾ ಸೌಲಭ್ಯಗಳನ್ನು ಒದಗಿಸಲಾಗುವುದು ಎಂದು ಭರವಸೆ ನೀಡಿದರು. xyxy=(25,1082,166,1234)
communist-col-2 xyxy=(1029,859,1313,972)
mid-story-labor xyxy=(216,638,736,824)
right-story-body-1b: ಅವರು ನಗರದಲ್ಲಿ ನಡೆದ ಕಾರ್ಯಕ್ರಮದಲ್ಲಿ ಮಾತನಾಡಿ, ಸಾಹಿತ್ಯ ಮತ್ತು ಸಂಸ್ಕೃತಿಯ ಮೂಲಕ ಸಮಾಜದಲ್ಲಿ ಸಾಮರಸ್ಯ ಮೂಡಿಸಲು ಸಾಧ್ಯ ಎಂದರು. xyxy=(1031,490,1165,539)
bottom-right-col-1: ◆ ದಾವಣಗೆರೆ: ಬಸವಣ್ಣನವರ ತತ್ವಗಳು ಇಂದಿಗೂ ಪ್ರಸ್ತುತವಾಗಿದ್ದು, ಸಮಾಜಕ್ಕೆ ದಾರಿದೀಪವಾಗಿವೆ ಎಂದು ಡಿ.ಎಸ್.ಕೆ.ಎನ್. ರಮೇಶ್ ಹೇಳಿದರು. ವಚನ ಸಾಹಿತ್ಯವು ಸಮಾನತೆ, ಕಾಯಕ ಹಾಗೂ ದಾಸೋಹ ತತ್ವಗಳನ್ನು ಸಾರುತ್ತದೆ. ಇದನ್ನು ಪಾಲಿಸಿದರೆ ಸಮಾಜದಲ್ಲಿ ಸಾಮರಸ್ಯ ಮೂಡುತ್ತದೆ ಎಂದರು. ಯುವಜನರು ಬಸವಣ್ಣನವರ ಆದರ್ಶಗಳನ್ನು ಅಳವಡಿಸಿಕೊಳ್ಳಬೇಕು ಎಂದು ಕರೆ ನೀಡಿದರು. xyxy=(678,1082,844,1196)
brief-title: ಇಂದು ಸಣ್ಣ ಮಧ್ಯಮ ಉದ್ದಿಮೆ ಕಾರ್ಯಾಗಾರ xyxy=(53,132,178,164)
weather-max-label: ಗರಿಷ್ಠ xyxy=(710,23,727,34)
brief-dateline: ದಾವಣಗೆರೆ: xyxy=(25,735,57,746)
brief-body: ಜ.19ರಿಂದ 21ರವರೆಗೆ ನಡೆಯಲಿರುವ ರಾಜ್ಯಮಟ್ಟದ ವೇಟ್ ಲಿಫ್ಟಿಂಗ್ ಕ್ರೀಡಾಕೂಟಕ್ಕೆ ಜಿಲ್ಲೆಯ ಕ್ರೀಡಾಪಟುಗಳು ಆಯ್ಕೆಯಾಗಿದ್ದಾರೆ. ಕ್ರೀಡಾಕೂಟದಲ್ಲಿ ವಿವಿಧ ತೂಕದ ವಿಭಾಗಗಳಲ್ಲಿ ಸ್ಪರ್ಧಿಸಲಿದ್ದಾರೆ. xyxy=(25,752,206,788)
bottom-right-dateline: ದಾವಣಗೆರೆ: xyxy=(688,1082,721,1093)
bottom-right-body-1c: ಯುವಜನರು ಬಸವಣ್ಣನವರ ಆದರ್ಶಗಳನ್ನು ಅಳವಡಿಸಿಕೊಳ್ಳಬೇಕು ಎಂದು ಕರೆ ನೀಡಿದರು. xyxy=(678,1173,844,1196)
road-safety-body-2b: ರಸ್ತೆ ಅಪಘಾತಗಳನ್ನು ತಡೆಗಟ್ಟಲು ಎಲ್ಲರೂ ಸಂಚಾರಿ ನಿಯಮಗಳನ್ನು ಪಾಲಿಸಬೇಕು ಎಂದು ಮನವಿ ಮಾಡಲಾಯಿತು. xyxy=(1029,769,1313,793)
brief-title: ವಿಶೇಷ ನೋಂದಣಿ ಅಭಿಯಾನ ಸಿದ್ಧತಾ ಸಭೆ ಇಂದು xyxy=(28,334,203,366)
communist-body-1: ಭಾರತ ಕಮ್ಯುನಿಸ್ಟ್ ಪಕ್ಷದ ತಾಲೂಕು ಸಮ್ಮೇಳನ ನಗರದಲ್ಲಿ ನಡೆಯಿತು. ಕಾರ್ಮಿಕರ ಹಾಗೂ ರೈತರ ಸಮಸ್ಯೆಗಳ ಕುರಿತು ಚರ್ಚಿಸಲಾಯಿತು. xyxy=(745,878,1021,901)
chevron-right-icon: ›› xyxy=(131,99,136,117)
weather-max-value: 28° xyxy=(704,33,733,54)
bottom-right-headline: ಬಸವಣ್ಣನ ತತ್ವಗಳು ಸಮಾಜಕ್ಕೆ ದಾರಿದೀಪ xyxy=(833,1044,1158,1073)
kannada-meeting-photo xyxy=(535,340,696,432)
right-story-body-2d: ಸಮಾರಂಭದಲ್ಲಿ ನೂರಾರು ಸಾಹಿತ್ಯಾಸಕ್ತರು ಭಾಗವಹಿಸಿದ್ದರು. ಕಾರ್ಯಕ್ರಮ ಯಶಸ್ವಿಯಾಗಿ ಜರುಗಿತು. xyxy=(1172,545,1313,582)
lead-body-1: ನಮಗೆ ನೆಲ-ಜಲ ಸೇರಿ ಸಕಲವೂ ಇದೆ ಆದರೆ, ಭಾಷೆಯ ಬಿಸುಪು. ಕನ್ನಡ ಭಾಷೆಯನ್ನು ಉಳಿಸಿ ಬೆಳೆಸುವ ನಿಟ್ಟಿನಲ್ಲಿ ಸರ್ಕಾರದ ಆದೇಶ ಪಾಲನೆ ಆಗಬೇಕು ಎಂದು ಹಿರಿಯ ಸಾಹಿತಿ ಎಸ್. ಸಿದ್ದೇಶ ಕುರ್ಕೆ ಹೇಳಿದರು. xyxy=(225,358,366,420)
obituary-item xyxy=(25,835,206,1008)
mid-story-communist xyxy=(736,825,1322,1010)
obituary-body: ತಾಲೂಕಿನ ಹೆಬ್ಬಗೊಂದಿ ಗ್ರಾಮದ ಹಿರಿಯ ಸಮಾಜ ಸೇವಕ ಕೆ.ಸಿ. ಕೆಂಚಪ್ಪ (76) ಅವರು ಅನಾರೋಗ್ಯದಿಂದ ಮೃತಪಟ್ಟರು. ಪ್ರಕೃತಿ ಚಿಕಿತ್ಸೆ, ಕೃಷಿ ಹಾಗೂ ಸಮಾಜ ಸೇವೆಯಲ್ಲಿ ತೊಡಗಿಸಿಕೊಂಡಿದ್ದರು. xyxy=(111,877,206,951)
masthead-place: ಶಿವಮೊಗ್ಗ xyxy=(106,53,138,64)
bottom-left-body-1: ಎಲ್ಲೆ ಎಷ್ಟು ಮುಖ್ಯವೋ ಅಷ್ಟೇ ಕ್ರೀಡೆಯೂ ಬಹು ಮುಖ್ಯವಾಗಿದ್ದು, ಕ್ರೀಡೆಯಿಂದ ಆರೋಗ್ಯವಂತರಾಗಲು ಸಾಧ್ಯ ಎಂದು ಬಯಲು ಸೀಮೆ ಅಭಿವೃದ್ಧಿ ಮಂಡಳಿ ಅಧ್ಯಕ್ಷ ಹೆಚ್.ಬಿ. ಮಂಜಪ್ಪ ತಿಳಿಸಿದರು. xyxy=(25,1100,166,1148)
labor-photo-caption: ಏಕ ಗವಾಕ್ಷಿ ಉದ್ಯೋಗ ಭದ್ರತೆ, ಸಭಾಂಗಣ ಸಭೆ. xyxy=(390,755,504,765)
mid-story-road-safety xyxy=(736,638,1322,824)
harish-headline: ಜಿಲ್ಲಾ ಮಂತ್ರಿ, ವಿರುದ್ಧ ಹೋರಾಟ ನಿಲ್ಲುವುದಿಲ್ಲ: ಶಾಸಕ ಹರೀಶ್ xyxy=(225,834,500,851)
story-body-3: ಸಮಾರಂಭದಲ್ಲಿ ಸಮಾಜದ ಮುಖಂಡರು, ವಿವಿಧ ಸಂಘ ಸಂಸ್ಥೆಗಳ ಪ್ರತಿನಿಧಿಗಳು ಭಾಗವಹಿಸಿ ಶಿವಶಂಕರಪ್ಪ ಅವರ ಸಾಧನೆಗಳನ್ನು ಸ್ಮರಿಸಲಿದ್ದಾರೆ ಎಂದು ಪ್ರಕಟಣೆ ತಿಳಿಸಿದೆ. xyxy=(505,205,786,228)
lead-col-3 xyxy=(535,340,705,550)
lead-body-2c: ಸಭೆಯಲ್ಲಿ ವಿವಿಧ ಕನ್ನಡಪರ ಸಂಘಟನೆಗಳ ಪದಾಧಿಕಾರಿಗಳು, ಸಾಹಿತಿಗಳು, ಕನ್ನಡ ಅಭಿಮಾನಿಗಳು ಹಾಜರಿದ್ದರು. xyxy=(375,452,526,488)
harish-dateline: ದಾವಣಗೆರೆ: xyxy=(235,858,268,869)
bottom-right-kicker: ಬಸವತತ್ವ ಸಮ್ಮೇಳನದಲ್ಲಿ ಡಿ.ಎಸ್.ಕೆ.ಎನ್. ರಮೇಶ್ xyxy=(901,1029,1090,1042)
lead-col-5 xyxy=(855,340,1005,550)
quote-title: ರಿಮೇಕ್ ಸಿನಿಮಾ ಕಾವಲಿಗೆ ಕಡಿವಾಣ ಹಾಕಬೇಕು xyxy=(575,445,688,468)
bottom-right-body-2: ಸಮ್ಮೇಳನದಲ್ಲಿ ವಿವಿಧ ವಿದ್ವಾಂಸರು ಬಸವ ತತ್ವಗಳ ಕುರಿತು ಉಪನ್ಯಾಸ ನೀಡಿದರು. xyxy=(853,1257,1058,1268)
lead-body-4c: ಪರಿಷತ್ತಿನ ಪದಾಧಿಕಾರಿಗಳು, ಸದಸ್ಯರು ಹಾಗೂ ಕನ್ನಡಪರ ಹೋರಾಟಗಾರರು ಉಪಸ್ಥಿತರಿದ್ದರು. ಕಾರ್ಯಕ್ರಮ ಯಶಸ್ವಿಯಾಗಿ ಜರುಗಿತು. xyxy=(855,452,1005,488)
top-photo-story-1 xyxy=(216,84,496,271)
labor-body-1: ಕಾರ್ಮಿಕ ವಿರೋಧಿ ನಾಲ್ಕು ಲೇಬರ್ ಕೋಡ್‌ಗಳನ್ನು ತಕ್ಷಣ ರದ್ದುಪಡಿಸಬೇಕು ಎಂದು ಸಿಐಟಿಯು ಜಿಲ್ಲಾ ಅಧ್ಯಕ್ಷ ವೀರೇಶ್ ಒತ್ತಾಯಿಸಿದರು. xyxy=(225,690,383,726)
basava-meet-photo xyxy=(853,1081,1074,1251)
edition-title: ದಾವಣಗೆರೆ xyxy=(516,20,641,58)
page-number: ೦೫ xyxy=(1292,45,1316,68)
bottom-right-body-3b: ಬಸವ ತತ್ವಗಳ ಪ್ರಚಾರಕ್ಕಾಗಿ ವಿಶೇಷ ಯೋಜನೆ ರೂಪಿಸಲಾಗುವುದು ಎಂದು ಸಂಘಟಕರು ತಿಳಿಸಿದರು. xyxy=(1083,1112,1273,1136)
bottom-left-body-2: ಸ್ಪರ್ಧೆಯಲ್ಲಿ ಪ್ರಥಮ, ದ್ವಿತೀಯ ಹಾಗೂ ತೃತೀಯ ಸ್ಥಾನ ಪಡೆದ ವಿಜೇತರಿಗೆ ಬಹುಮಾನ ವಿತರಿಸಲಾಯಿತು. xyxy=(475,1082,650,1106)
bottom-left-photo-caption: ಸ್ಪರ್ಧೆ (30 ಸಾಲಿ), ಗುಂಡು ಮಾಧವಪ್ಪ ತಂಡ ಅಂತರಿಕ ಸ್ಥಾನ (15 ಸಾಲಿ), ಪಾಲ್ ಪಂಚ (5 ಸಾಲಿ), ಜಿಲ್ಲಾ ಚಾಂಪಿಯನ್ (1 ಸಾಲಿ), ಮೊದಲ ಬಹುಮಾನ ಪಡೆದರು. ಜಿ.ಪ.ಮಾಜಿ ಅಧ್ಯಕ್ಷ ಮಂಜೇಶ್, ಮುಖಂಡರು ಇದ್ದರು. xyxy=(175,1287,466,1308)
bottom-right-body-2b: ಶರಣರ ವಚನಗಳ ಗಾಯನ ಕಾರ್ಯಕ್ರಮ ನಡೆಯಿತು. ಸಾಂಸ್ಕೃತಿಕ ಕಾರ್ಯಕ್ರಮಗಳು ಗಮನ ಸೆಳೆದವು. xyxy=(853,1275,1074,1298)
harish-col-2 xyxy=(390,858,560,1004)
bottom-left-body-1c: ಗ್ರಾಮೀಣ ಪ್ರದೇಶದ ಕ್ರೀಡಾಪಟುಗಳಿಗೆ ಹೆಚ್ಚಿನ ಪ್ರೋತ್ಸಾಹ ಅಗತ್ಯ. ಸರ್ಕಾರದಿಂದ ಕ್ರೀಡಾ ಸೌಲಭ್ಯಗಳನ್ನು ಒದಗಿಸಲಾಗುವುದು ಎಂದು ಭರವಸೆ ನೀಡಿದರು. xyxy=(25,1198,166,1234)
story-body-2: ಭಾರತೀಯ ಸಮುದಾಯ ಭವನದಲ್ಲಿ ಜರುಗಲಿರುವ ಕಾರ್ಯಕ್ರಮದ ಅಧ್ಯಕ್ಷತೆಯನ್ನು ಮಹಾಸಭಾ ಜಿಲ್ಲಾ ಘಟಕದ ಅಧ್ಯಕ್ಷರು ವಹಿಸಲಿದ್ದಾರೆ. ವಿವಿಧ ಮಠಾಧೀಶರು, ಜನಪ್ರತಿನಿಧಿಗಳು, ಗಣ್ಯರು ಪಾಲ್ಗೊಳ್ಳಲಿದ್ದಾರೆ. xyxy=(505,175,786,198)
brief-dateline: ದಾವಣಗೆರೆ: xyxy=(25,490,57,501)
brief-item xyxy=(25,468,206,588)
obituary-title: ಕೆ.ಸಿ. ಕೆಂಚಪ್ಪ ನಿಧನ xyxy=(75,855,156,871)
divider xyxy=(25,688,206,689)
lead-body-2b: ಕನ್ನಡ ಸಾಹಿತ್ಯ ಪರಿಷತ್ತಿನ ಜಿಲ್ಲಾ ಘಟಕದ ಅಧ್ಯಕ್ಷರು ಮಾತನಾಡಿ, ಕನ್ನಡ ಪರ ಹೋರಾಟಕ್ಕೆ ಎಲ್ಲರೂ ಕೈಜೋಡಿಸಬೇಕು. ನಾಮಫಲಕಗಳಲ್ಲಿ ಕನ್ನಡಕ್ಕೆ ಆದ್ಯತೆ ನೀಡಬೇಕು ಎಂದು ಕರೆ ನೀಡಿದರು. xyxy=(375,396,526,445)
badge-label-b: ಸುದ್ದಿ xyxy=(100,99,126,116)
road-safety-body-1b: ವಿದ್ಯಾರ್ಥಿಗಳಿಗೆ ಸಂಚಾರಿ ನಿಯಮಗಳ ಬಗ್ಗೆ ಮಾಹಿತಿ ನೀಡಲಾಯಿತು. ಹೆಲ್ಮೆಟ್ ಧರಿಸುವ ಅಗತ್ಯದ ಬಗ್ಗೆ ಅರಿವು ಮೂಡಿಸಲಾಯಿತು. xyxy=(745,720,1021,744)
right-story-body-2: ಕಾರ್ಯಕ್ರಮದಲ್ಲಿ ವಿವಿಧ ಕ್ಷೇತ್ರಗಳ ಸಾಧಕರನ್ನು ಸನ್ಮಾನಿಸಲಾಯಿತು. ಸಾಹಿತಿಗಳು, ಕಲಾವಿದರು ಹಾಗೂ ಸಮಾಜ ಸೇವಕರಿಗೆ ಪ್ರಶಸ್ತಿ ಪ್ರದಾನ ಮಾಡಲಾಯಿತು. xyxy=(1172,417,1313,453)
bottom-left-story xyxy=(16,1020,669,1328)
top-band xyxy=(16,84,1322,1020)
road-safety-body-2: ಅಧ್ಯಕ್ಷ ಮಂಜೇಶ, ಪೊಲೀಸ್ ಸಿಬ್ಬಂದಿ, ಶಾಲಾ ಶಿಕ್ಷಕರು ಹಾಗೂ ವಿದ್ಯಾರ್ಥಿಗಳು ಭಾಗವಹಿಸಿದ್ದರು. xyxy=(1029,751,1272,762)
felicitation-group-photo xyxy=(805,90,1313,178)
brand-name: ಹೊಸ ದಿಗಂತ xyxy=(1216,10,1316,36)
right-story-body-1: ಸಮಾಜ ಜಾಗೃತಿಯ ಹೊಂದಲು ಸಮ್ಮೇಳನಗಳು ಅತ್ಯಂತ ಅವಶ್ಯಕವಾಗಿವೆ. ಸಾಹಿತ್ಯ ಸಮ್ಮೇಳನಗಳು ಸಮಾಜಕ್ಕೆ ದಾರಿದೀಪವಾಗಿವೆ ಎಂದು ಸಚಿವ ಸತೀಶ್ ಜಾರಕಿಹೊಳಿ ಹೇಳಿದರು. xyxy=(1031,435,1165,483)
bottom-left-photo-col xyxy=(175,1081,475,1313)
labor-body-2b: ಕಾರ್ಯಕ್ರಮದಲ್ಲಿ ವಿವಿಧ ಸಂಘಟನೆಗಳ ಪ್ರತಿನಿಧಿಗಳು ಭಾಗವಹಿಸಿ ಬೆಂಬಲ ಸೂಚಿಸಿದರು. xyxy=(560,715,726,739)
labor-body-2: ಕಾರ್ಮಿಕ ಸಂಘಟನೆಗಳ ಮುಖಂಡರು ಸರ್ಕಾರದ ನೀತಿಗಳನ್ನು ಖಂಡಿಸಿದರು. ಹೋರಾಟವನ್ನು ತೀವ್ರಗೊಳಿಸುವ ನಿರ್ಧಾರ ಕೈಗೊಳ್ಳಲಾಯಿತು. xyxy=(560,672,726,709)
mid-band-1 xyxy=(216,638,1322,825)
photo-caption: ದಾವಣಗೆರೆ ತಾಲೂಕಿನ ಕಂದನಕೋವಿ ಗ್ರಾಮದಲ್ಲಿರುವ ಲಿಂಗಣಕಟ್ಟೆ ಹಿರಿಯ ಪ್ರಾಥಮಿಕ ಶಾಲಾವರಣದಲ್ಲಿ ಹಳೆಯ ವಿದ್ಯಾರ್ಥಿಗಳ ಗೆಳೆಯರ ಬಳಗದ ವತಿಯಿಂದ ಸ್ನೇಹ ಸಮ್ಮಿಲನ ಹಾಗೂ ಗುರುವಂದನಾ ಕಾರ್ಯಕ್ರಮ ಜರುಗಿತು. ಸಂದರ್ಭದಲ್ಲಿ ನಿವೃತ್ತ ಶಿಕ್ಷಕರನ್ನು ಸನ್ಮಾನಿಸಲಾಯಿತು. ಕಾರ್ಯಕ್ರಮದಲ್ಲಿ ನಾಗೇಶ್, ಧನಂಜಯ, ವೀರೇಶ್, ಎಸ್.ಕೆ.ಶಿವಪ್ಪ, ಕೆ.ಟಿ.ರಾಜಶೇಖರಪ್ಪ, ಬಿ.ಹೆಚ್.ಮಂಜಪ್ಪ, ಟಿ.ಆರ್.ಉಮೇಶ್, ಕೆ.ಎಂ.ವೀರೇಶಪ್ಪ, ಜಿ.ಸಿ.ದೇವರಾಜ್ ನಾಯ್ಕ್, ಸುಧಾ ಚಂದ್ರಪ್ಪ ಆದಿಯಾಗಿ ಹಲವರು ಭಾಗವಹಿಸಿದ್ದರು. xyxy=(805,184,1313,215)
bottom-right-body-1: ಬಸವಣ್ಣನವರ ತತ್ವಗಳು ಇಂದಿಗೂ ಪ್ರಸ್ತುತವಾಗಿದ್ದು, ಸಮಾಜಕ್ಕೆ ದಾರಿದೀಪವಾಗಿವೆ ಎಂದು ಡಿ.ಎಸ್.ಕೆ.ಎನ್. ರಮೇಶ್ ಹೇಳಿದರು. xyxy=(678,1100,844,1123)
masthead-date: 19 ಜನವರಿ 2026 xyxy=(84,34,160,48)
lead-body-4b: ಕನ್ನಡ ಭಾಷೆಗೆ ಸುಮಾರು ಎರಡು ಸಾವಿರ ವರ್ಷಗಳ ಇತಿಹಾಸವಿದೆ. ಈ ನಾಡಿನಲ್ಲಿ ಕನ್ನಡ ಕಲಿಯದೇ ಇರುವುದು ಸರಿಯಲ್ಲ. ಬೇರೆ ಭಾಷೆಗಳನ್ನು ಕಲಿಯುವುದರ ಜೊತೆಗೆ ಮಾತೃಭಾಷೆಯ ಬಗ್ಗೆ ಅಭಿಮಾನ ಇರಬೇಕು ಎಂದರು. xyxy=(855,396,1005,445)
road-safety-col-2 xyxy=(1029,672,1313,799)
brief-body-2: ಈ ಸಂದರ್ಭದಲ್ಲಿ ಶಾಸಕರು, ಮಹಾನಗರ ಪಾಲಿಕೆ ಮೇಯರ್, ಉಪ ಮೇಯರ್, ಸದಸ್ಯರು, ಭಕ್ತಾದಿಗಳು ಪಾಲ್ಗೊಳ್ಳಲಿದ್ದಾರೆ ಎಂದು ದೇವಸ್ಥಾನದ ಆಡಳಿತ ಮಂಡಳಿ ತಿಳಿಸಿದೆ. xyxy=(25,551,206,587)
bottom-left-body-2b: ಕ್ರೀಡಾಕೂಟದಲ್ಲಿ ವಿವಿಧ ಶಾಲಾ ಕಾಲೇಜುಗಳ ನೂರಾರು ವಿದ್ಯಾರ್ಥಿಗಳು ಭಾಗವಹಿಸಿದ್ದರು. xyxy=(475,1112,650,1136)
lead-headline: ಕನ್ನಡ ಉಳಿಸಲು ಪಣ ತೊಡಿ xyxy=(486,296,751,332)
communist-headline: ಕಮ್ಯುನಿಸ್ಟ್ ಪಕ್ಷದ ತಾಲೂಕು ಸಮ್ಮೇಳನ xyxy=(936,835,1122,853)
quote-attribution: ◆ ಸಿದ್ದೇಶ ಕುರ್ಕೆ, ಹಿರಿಯ ಸಾಹಿತಿ xyxy=(543,526,632,537)
road-safety-body-1: ಪಟ್ಟಣದ ಸರ್ಕಾರಿ ಪ್ರೌಢಶಾಲೆಯಲ್ಲಿ ರಸ್ತೆ ಸುರಕ್ಷತಾ ಸಪ್ತಾಹ ಕಾರ್ಯಕ್ರಮವನ್ನು ಪೊಲೀಸ್ ಇಲಾಖೆ ಹಾಗೂ ಸಾರಿಗೆ ಇಲಾಖೆ ಸಹಯೋಗದಲ್ಲಿ ಆಯೋಜಿಸಲಾಗಿತ್ತು. xyxy=(745,690,1021,714)
photo-caption: ದಾವಣಗೆರೆ ನಗರದ ಹಳೆ ಕುಂದುವಾಡ ಗ್ರಾಮದಲ್ಲಿರುವ ಸರ್ಕಾರಿ ಪ್ರೌಢಶಾಲೆಯಲ್ಲಿ 2004-2005ನೇ ಸಾಲಿನ ಎಸ್ಸೆಸ್ಸೆಲ್ಸಿ ವಿದ್ಯಾರ್ಥಿಗಳಿಂದ ಗುರುವಂದನಾ ಹಾಗೂ ಸ್ನೇಹ ಸಮ್ಮಿಲನ ಕಾರ್ಯಕ್ರಮ ಜರುಗಿತು. ಆರ್.ಹೆಚ್. ರಂಗಾಚಾರ್ ಕೊಠಡಿಯುದ್ಘಾಟನೆ ನೆರವೇರಿಸಿ ಶಿಕ್ಷಕರನ್ನು ಸನ್ಮಾನಿಸಲಾಯಿತು. ಸಂದರ್ಭದಲ್ಲಿ ಜಿ.ಟಿ.ಪಾಟೀಲ, ಉಮೇಶ್, ಸುಧಾಕರ, ಮಂಜಣ್ಣ, ಬೆಳವನೆ ಮನೋಹರ ಮತ್ತು ಅನಿಲ್ ಕುಮಾರ್ ಕೊಂಡಜ್ಜಿ, ಆರ್ ಸಂದರ್ಭದಲ್ಲಿ ಚನ್ನಬಸಪ್ಪ, ಗುಡ್ಡಪ್ಪ, ಎಸ್.ಡಿ.ಸುಹಾನ್, ಚೇತನ್, ಶಾಂತ್ ಅಹಮದ್, ನಾಗಮಣಿ, ಸುನೀತಾ, ರಹಮತ್ ಉನ್ನಿಸ ಇದ್ದರು. xyxy=(225,184,486,248)
lead-body-3c: ಪರಿಷತ್ತಿನ ಪದಾಧಿಕಾರಿಗಳು, ಸದಸ್ಯರು ಹಾಗೂ ಕನ್ನಡಪರ ಹೋರಾಟಗಾರರು ಉಪಸ್ಥಿತರಿದ್ದರು. ಕಾರ್ಯಕ್ರಮ ಯಶಸ್ವಿಯಾಗಿ ಜರುಗಿತು. xyxy=(705,439,846,475)
